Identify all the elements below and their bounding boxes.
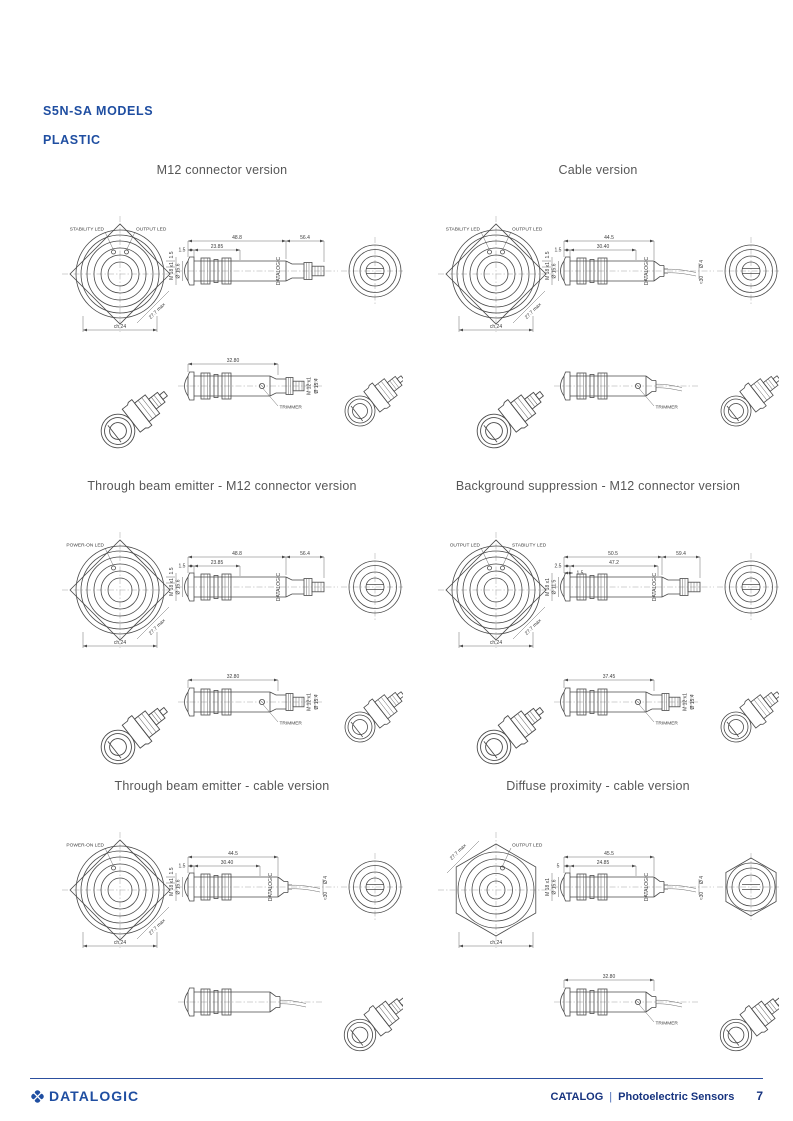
panel-cable	[414, 163, 782, 479]
drawing-area	[38, 179, 403, 479]
panel-m12-connector	[38, 163, 406, 479]
side-view	[169, 235, 338, 285]
led-label: OUTPUT LED	[512, 843, 543, 849]
technical-drawing	[414, 795, 779, 1095]
technical-drawing	[38, 795, 403, 1095]
svg-text:27.7 max: 27.7 max	[147, 917, 167, 937]
svg-text:Ø 15.6: Ø 15.6	[175, 579, 182, 595]
svg-text:27.7 max: 27.7 max	[147, 617, 167, 637]
dimension	[188, 851, 278, 858]
dimension	[662, 551, 700, 558]
front-view	[62, 832, 178, 948]
trimmer-label: TRIMMER	[655, 405, 678, 411]
isometric-view	[714, 988, 779, 1057]
panel-diffuse-proximity	[414, 779, 782, 1095]
svg-text:37.45: 37.45	[602, 674, 616, 681]
catalog-label: CATALOG	[550, 1091, 604, 1103]
rear-view	[717, 853, 779, 921]
svg-text:M 18 x1: M 18 x1	[545, 578, 551, 596]
isometric-view	[470, 697, 552, 771]
brand-vertical: DATALOGIC	[644, 872, 650, 902]
panel-through-beam-cable	[38, 779, 406, 1095]
svg-text:27.7 max: 27.7 max	[523, 617, 543, 637]
svg-text:Ø 15.4: Ø 15.4	[690, 694, 696, 710]
side-view	[169, 851, 338, 901]
detail-view	[178, 674, 323, 726]
dimension	[564, 851, 654, 858]
led-label: OUTPUT LED	[136, 227, 167, 233]
detail-view	[178, 988, 323, 1016]
dimension	[570, 244, 636, 251]
brand-vertical: DATALOGIC	[276, 256, 282, 286]
svg-text:Ø 15.4: Ø 15.4	[314, 378, 320, 394]
isometric-view	[339, 682, 403, 748]
svg-text:M 18 x1: M 18 x1	[545, 878, 551, 896]
detail-view	[554, 372, 699, 411]
dimension	[564, 249, 570, 252]
panel-background-suppression	[414, 479, 782, 795]
svg-text:32.80: 32.80	[602, 974, 616, 981]
svg-text:48.8: 48.8	[232, 235, 242, 242]
datalogic-flower-icon	[30, 1089, 45, 1104]
technical-drawing	[414, 179, 779, 479]
drawing-area	[38, 495, 403, 795]
page-subtitle: PLASTIC	[43, 133, 101, 147]
svg-text:5: 5	[556, 863, 560, 870]
technical-drawing	[38, 179, 403, 479]
dimension	[564, 565, 570, 568]
dimension	[564, 235, 654, 242]
dimension	[188, 551, 286, 558]
led-label: OUTPUT LED	[449, 543, 480, 549]
brand-text: DATALOGIC	[49, 1088, 140, 1104]
panel-through-beam-m12	[38, 479, 406, 795]
svg-text:ch.24: ch.24	[489, 940, 503, 947]
svg-text:45.5: 45.5	[604, 851, 614, 858]
svg-text:Ø 4: Ø 4	[323, 875, 329, 885]
svg-text:ch.24: ch.24	[113, 940, 127, 947]
dimension	[83, 940, 157, 947]
svg-text:≈30: ≈30	[699, 275, 705, 285]
dimension	[564, 974, 654, 981]
svg-text:Ø 15.6: Ø 15.6	[175, 879, 182, 895]
side-view	[545, 851, 714, 901]
svg-text:48.8: 48.8	[232, 551, 242, 558]
svg-text:23.85: 23.85	[210, 244, 224, 251]
dimension	[83, 324, 157, 331]
svg-text:44.5: 44.5	[604, 235, 614, 242]
panel-title: Through beam emitter - cable version	[114, 779, 330, 793]
led-label: STABILITY LED	[445, 227, 480, 233]
svg-text:44.5: 44.5	[228, 851, 238, 858]
trimmer-label: TRIMMER	[279, 721, 302, 727]
front-view	[438, 216, 554, 332]
dimension	[188, 235, 286, 242]
trimmer-label: TRIMMER	[279, 405, 302, 411]
page-footer	[30, 1078, 763, 1104]
led-label: POWER-ON LED	[66, 843, 104, 849]
dimension	[194, 244, 240, 251]
dimension	[188, 674, 278, 681]
page-title: S5N-SA MODELS	[43, 104, 154, 118]
svg-text:≈30: ≈30	[699, 891, 705, 901]
svg-text:M 12 x1: M 12 x1	[306, 377, 313, 395]
rear-view	[717, 553, 779, 621]
svg-text:1.5: 1.5	[178, 863, 186, 870]
isometric-view	[339, 366, 403, 432]
rear-view	[717, 237, 779, 305]
svg-text:ch.24: ch.24	[113, 640, 127, 647]
isometric-view	[715, 682, 779, 748]
dimension	[286, 551, 324, 558]
isometric-view	[94, 381, 176, 455]
svg-text:1.5: 1.5	[554, 247, 562, 254]
led-label: STABILITY LED	[69, 227, 104, 233]
svg-text:56.4: 56.4	[300, 235, 310, 242]
datalogic-logo	[30, 1088, 139, 1104]
svg-text:27.7 max: 27.7 max	[448, 842, 468, 862]
brand-vertical: DATALOGIC	[644, 256, 650, 286]
svg-text:1.5: 1.5	[169, 567, 175, 575]
svg-text:M 18 x1: M 18 x1	[545, 262, 551, 280]
technical-drawing	[38, 495, 403, 795]
dimension	[188, 565, 194, 568]
front-view	[438, 532, 554, 648]
trimmer-label: TRIMMER	[655, 1021, 678, 1027]
svg-text:32.80: 32.80	[226, 358, 240, 365]
svg-text:50.5: 50.5	[608, 551, 618, 558]
panel-title: M12 connector version	[156, 163, 288, 177]
separator: |	[609, 1091, 613, 1103]
svg-text:1.5: 1.5	[178, 247, 186, 254]
svg-text:24.85: 24.85	[596, 860, 610, 867]
svg-text:M 12 x1: M 12 x1	[682, 693, 689, 711]
svg-text:1.5: 1.5	[169, 251, 175, 259]
svg-text:Ø 4: Ø 4	[699, 259, 705, 269]
detail-view	[554, 674, 699, 726]
rear-view	[341, 237, 403, 305]
front-view	[438, 832, 554, 948]
led-label: STABILITY LED	[512, 543, 547, 549]
svg-text:M 18 x1: M 18 x1	[169, 262, 175, 280]
svg-text:Ø 15.6: Ø 15.6	[175, 263, 182, 279]
svg-text:27.7 max: 27.7 max	[523, 301, 543, 321]
brand-vertical: DATALOGIC	[268, 872, 274, 902]
dimension	[459, 940, 533, 947]
svg-text:1.5: 1.5	[169, 867, 175, 875]
svg-text:M 18 x1: M 18 x1	[169, 878, 175, 896]
footer-caption	[551, 1089, 763, 1103]
detail-view	[554, 974, 699, 1026]
svg-text:Ø 15.6: Ø 15.6	[551, 879, 558, 895]
svg-text:56.4: 56.4	[300, 551, 310, 558]
dimension	[570, 560, 658, 567]
led-label: OUTPUT LED	[512, 227, 543, 233]
svg-text:30.40: 30.40	[220, 860, 234, 867]
isometric-view	[470, 381, 552, 455]
svg-text:M 12 x1: M 12 x1	[306, 693, 313, 711]
dimension	[564, 551, 662, 558]
svg-text:≈30: ≈30	[323, 891, 329, 901]
svg-text:32.80: 32.80	[226, 674, 240, 681]
svg-text:27.7 max: 27.7 max	[147, 301, 167, 321]
isometric-view	[338, 988, 403, 1057]
svg-text:ch.24: ch.24	[489, 640, 503, 647]
svg-text:1.5: 1.5	[576, 570, 584, 577]
front-view	[62, 532, 178, 648]
led-label: POWER-ON LED	[66, 543, 104, 549]
drawing-area	[414, 179, 779, 479]
technical-drawing	[414, 495, 779, 795]
side-view	[545, 551, 714, 601]
svg-text:2.5: 2.5	[554, 563, 562, 570]
svg-text:59.4: 59.4	[676, 551, 686, 558]
dimension	[194, 860, 260, 867]
panel-title: Background suppression - M12 connector version	[455, 479, 741, 493]
panel-title: Through beam emitter - M12 connector version	[87, 479, 357, 493]
isometric-view	[715, 366, 779, 432]
dimension	[286, 235, 324, 242]
dimension	[564, 674, 654, 681]
dimension	[188, 358, 278, 365]
svg-text:Ø 4: Ø 4	[699, 875, 705, 885]
detail-view	[178, 358, 323, 410]
isometric-view	[94, 697, 176, 771]
drawing-area	[38, 795, 403, 1095]
dimension	[194, 560, 240, 567]
dimension	[564, 865, 570, 868]
brand-vertical: DATALOGIC	[652, 572, 658, 602]
dimension	[83, 640, 157, 647]
drawing-area	[414, 795, 779, 1095]
svg-text:Ø 11.5: Ø 11.5	[551, 579, 558, 595]
rear-view	[341, 553, 403, 621]
section-label: Photoelectric Sensors	[618, 1091, 735, 1103]
svg-text:ch.24: ch.24	[113, 324, 127, 331]
dimension	[188, 249, 194, 252]
dimension	[459, 324, 533, 331]
brand-vertical: DATALOGIC	[276, 572, 282, 602]
svg-text:Ø 15.6: Ø 15.6	[551, 263, 558, 279]
side-view	[169, 551, 338, 601]
svg-text:30.40: 30.40	[596, 244, 610, 251]
svg-text:Ø 15.4: Ø 15.4	[314, 694, 320, 710]
front-view	[62, 216, 178, 332]
page-number: 7	[756, 1089, 763, 1103]
trimmer-label: TRIMMER	[655, 721, 678, 727]
dimension	[188, 865, 194, 868]
panel-title: Cable version	[558, 163, 638, 177]
dimension	[570, 860, 636, 867]
drawing-area	[414, 495, 779, 795]
svg-text:M 18 x1: M 18 x1	[169, 578, 175, 596]
side-view	[545, 235, 714, 285]
svg-text:1.5: 1.5	[178, 563, 186, 570]
panel-title: Diffuse proximity - cable version	[506, 779, 690, 793]
svg-text:1.5: 1.5	[545, 251, 551, 259]
dimension	[459, 640, 533, 647]
svg-text:23.85: 23.85	[210, 560, 224, 567]
svg-text:47.2: 47.2	[609, 560, 619, 567]
svg-text:ch.24: ch.24	[489, 324, 503, 331]
rear-view	[341, 853, 403, 921]
